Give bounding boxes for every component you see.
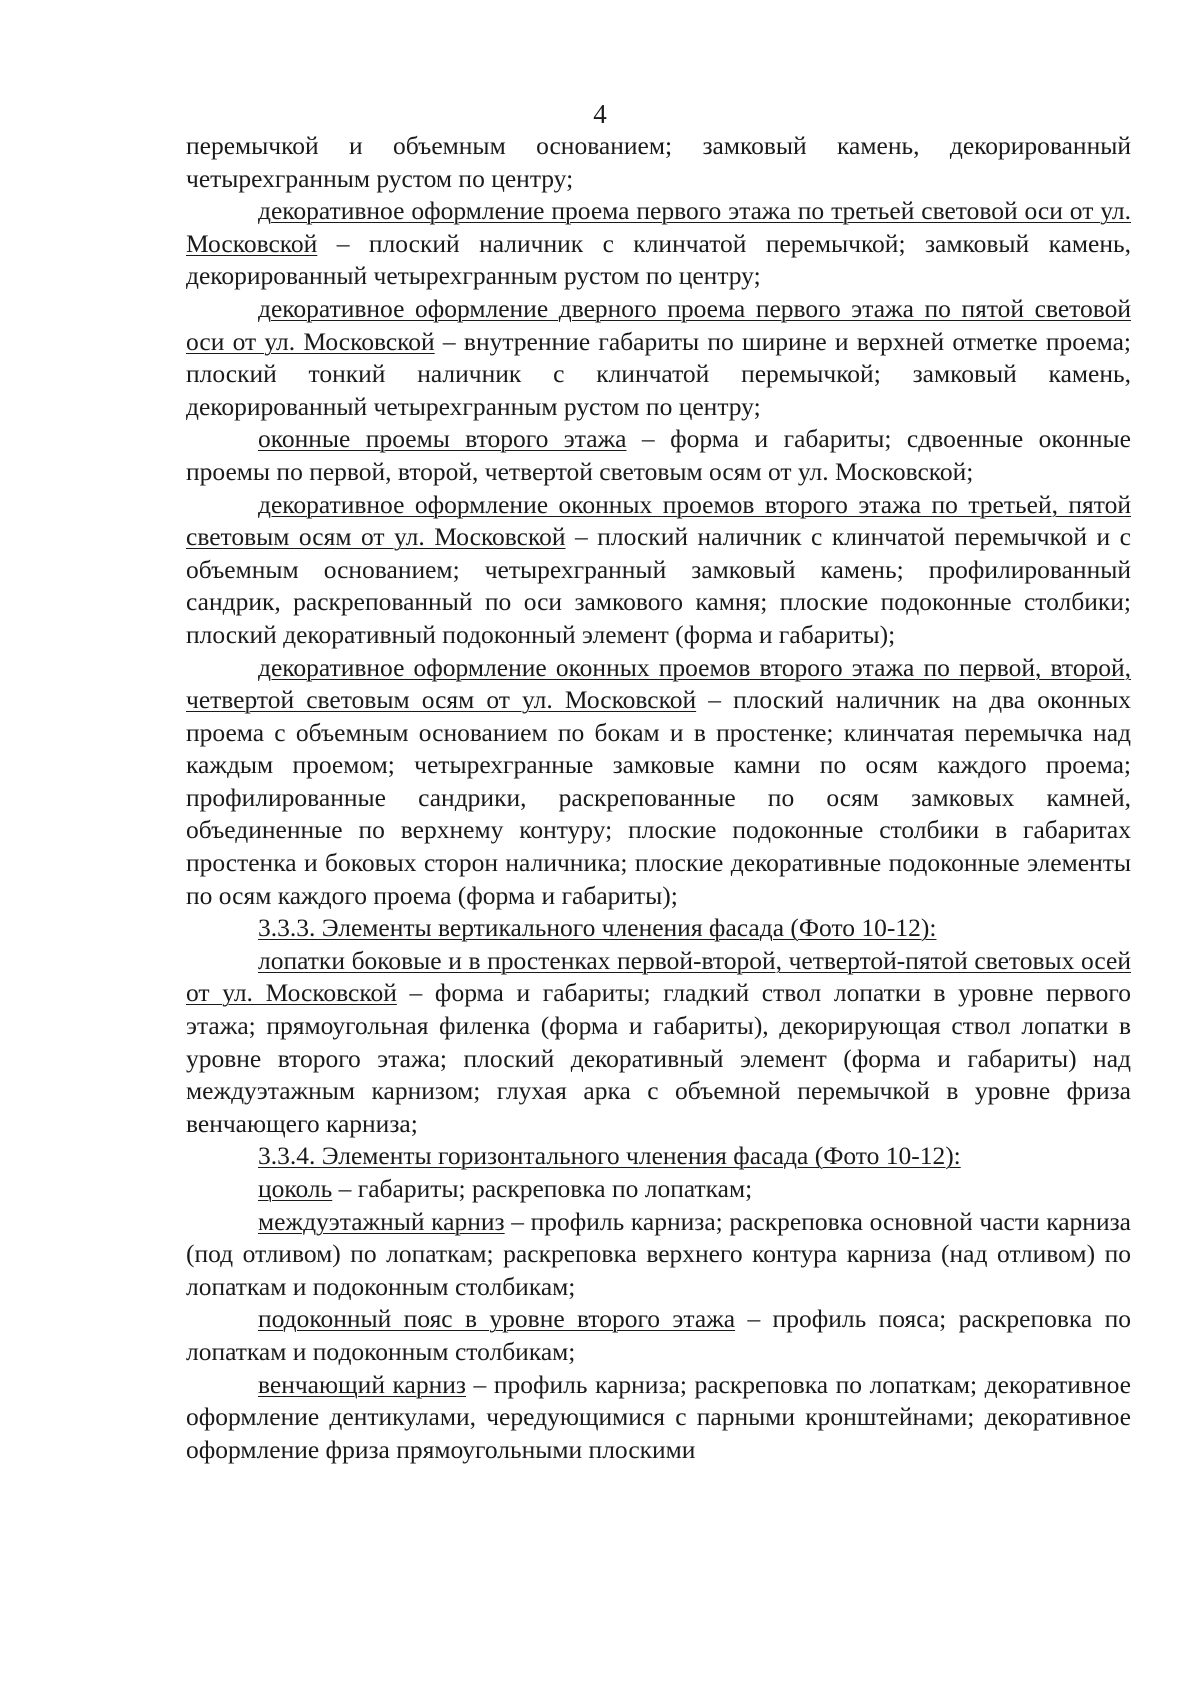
paragraph-underlined-text: декоративное оформление оконных проемов второго этажа по третьей, пятой световым осям от ул. Московской (186, 489, 1131, 552)
paragraph-text: – профиль карниза; раскреповка основной части карниза (под отливом) по лопаткам; раскреповка верхнего контура карниза (над отливом) по лопаткам и подоконным столбикам; (186, 1206, 1131, 1301)
paragraph-underlined-text: оконные проемы второго этажа (258, 424, 627, 454)
paragraph-text: – плоский наличник с клинчатой перемычкой и с объемным основанием; четырехгранный замковый камень; профилированный сандрик, раскрепованный по оси замкового камня; плоские подоконные столбики; плоский декоративный подоконный элемент (форма и габариты); (186, 522, 1131, 649)
paragraph (186, 130, 1131, 195)
paragraph-text: – форма и габариты; гладкий ствол лопатки в уровне первого этажа; прямоугольная филенка (форма и габариты), декорирующая ствол лопатки в уровне второго этажа; плоский декоративный элемент (форма и габариты) над междуэтажным карнизом; глухая арка с объемной перемычкой в уровне фриза венчающего карниза; (186, 978, 1131, 1138)
paragraph-text: – габариты; раскреповка по лопаткам; (332, 1174, 753, 1203)
paragraph-text: – плоский наличник с клинчатой перемычкой; замковый камень, декорированный четырехгранным рустом по центру; (186, 228, 1131, 291)
paragraph-underlined-text: декоративное оформление проема первого этажа по третьей световой оси от ул. Московской (186, 196, 1131, 258)
paragraph-text: перемычкой и объемным основанием; замковый камень, декорированный четырехгранным рустом по центру; (186, 131, 1131, 193)
paragraph-underlined-text: цоколь (258, 1174, 333, 1203)
paragraph-underlined-text: междуэтажный карниз (258, 1206, 505, 1236)
paragraph (186, 1173, 1131, 1206)
document-body (186, 130, 1131, 1466)
paragraph-underlined-text: декоративное оформление дверного проема первого этажа по пятой световой оси от ул. Московской (186, 293, 1131, 356)
paragraph (186, 489, 1131, 652)
paragraph-text: – внутренние габариты по ширине и верхней отметке проема; плоский тонкий наличник с клинчатой перемычкой; замковый камень, декорированный четырехгранным рустом по центру; (186, 326, 1131, 421)
section-heading-text: 3.3.4. Элементы горизонтального членения фасада (Фото 10-12): (258, 1141, 961, 1171)
page-number: 4 (593, 99, 607, 129)
paragraph (186, 652, 1131, 913)
section-heading (186, 1140, 1131, 1173)
paragraph-underlined-text: лопатки боковые и в простенках первой-второй, четвертой-пятой световых осей от ул. Московской (186, 945, 1131, 1008)
paragraph (186, 1303, 1131, 1368)
paragraph-text: – форма и габариты; сдвоенные оконные проемы по первой, второй, четвертой световым осям от ул. Московской; (186, 424, 1131, 486)
paragraph-underlined-text: декоративное оформление оконных проемов второго этажа по первой, второй, четвертой световым осям от ул. Московской (186, 652, 1131, 715)
paragraph (186, 423, 1131, 488)
paragraph (186, 1369, 1131, 1467)
paragraph-underlined-text: венчающий карниз (258, 1369, 466, 1399)
paragraph (186, 195, 1131, 293)
paragraph (186, 293, 1131, 423)
paragraph-underlined-text: подоконный пояс в уровне второго этажа (258, 1304, 736, 1334)
section-heading (186, 912, 1131, 945)
paragraph-text: – плоский наличник на два оконных проема с объемным основанием по бокам и в простенке; клинчатая перемычка над каждым проемом; четырехгранные замковые камни по осям каждого проема; профилированные сандрики, раскрепованные по осям замковых камней, объединенные по верхнему контуру; плоские подоконные столбики в габаритах простенка и боковых сторон наличника; плоские декоративные подоконные элементы по осям каждого проема (форма и габариты); (186, 685, 1131, 910)
paragraph-text: – профиль пояса; раскреповка по лопаткам и подоконным столбикам; (186, 1304, 1131, 1366)
paragraph-text: – профиль карниза; раскреповка по лопаткам; декоративное оформление дентикулами, чередующимися с парными кронштейнами; декоративное оформление фриза прямоугольными плоскими (186, 1369, 1132, 1464)
section-heading-text: 3.3.3. Элементы вертикального членения фасада (Фото 10-12): (258, 913, 937, 943)
paragraph (186, 945, 1131, 1141)
paragraph (186, 1206, 1131, 1304)
